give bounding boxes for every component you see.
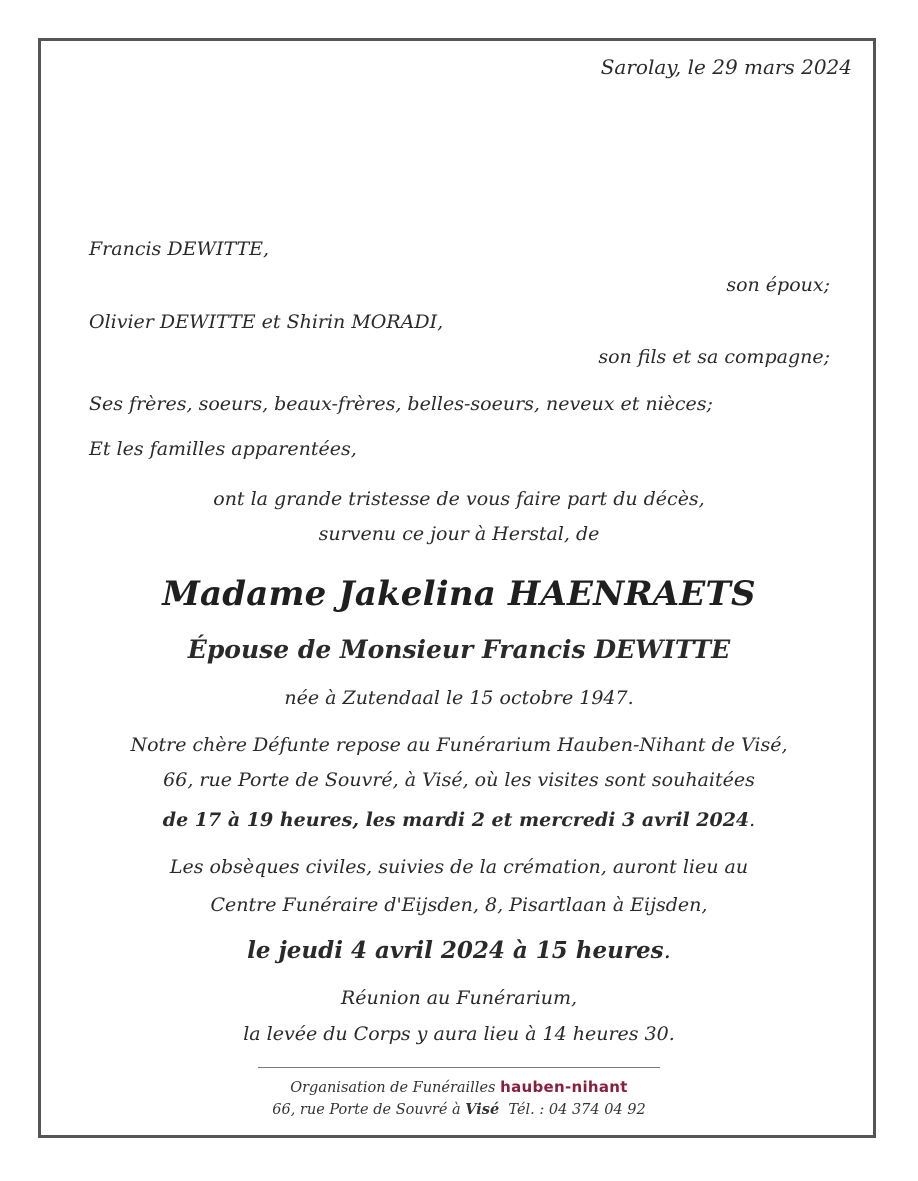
son-role: son fils et sa compagne; [598, 346, 830, 368]
ceremony-date-period: . [663, 938, 671, 964]
visitation-times-period: . [749, 809, 756, 831]
ceremony-line-1: Les obsèques civiles, suivies de la crémation, auront lieu au [169, 856, 749, 878]
footer-divider [258, 1067, 660, 1068]
closing-line-2: la levée du Corps y aura lieu à 14 heures 30. [243, 1023, 675, 1045]
visitation-times-text: de 17 à 19 heures, les mardi 2 et mercredi 3 avril 2024 [162, 809, 750, 831]
families-line: Et les familles apparentées, [89, 438, 357, 460]
closing-line-1: Réunion au Funérarium, [340, 987, 578, 1009]
ceremony-line-2: Centre Funéraire d'Eijsden, 8, Pisartlaan à Eijsden, [210, 894, 708, 916]
footer-org-label: Organisation de Funérailles [290, 1080, 496, 1096]
ceremony-date [0, 937, 918, 965]
deceased-birth: née à Zutendaal le 15 octobre 1947. [284, 687, 634, 709]
spouse-role: son époux; [726, 274, 830, 296]
spouse-name: Francis DEWITTE, [89, 238, 270, 260]
announcement-line-1: ont la grande tristesse de vous faire part du décès, [213, 488, 705, 510]
deceased-name: Madame Jakelina HAENRAETS [162, 574, 756, 614]
son-names: Olivier DEWITTE et Shirin MORADI, [89, 311, 444, 333]
footer-organisation [0, 1078, 918, 1097]
date-line: Sarolay, le 29 mars 2024 [600, 55, 852, 79]
ceremony-date-text: le jeudi 4 avril 2024 à 15 heures [247, 937, 664, 964]
visitation-line-1: Notre chère Défunte repose au Funérarium Hauben-Nihant de Visé, [130, 734, 788, 756]
footer-city: Visé [465, 1101, 500, 1118]
brand-logo: hauben-nihant [500, 1078, 628, 1096]
footer-address [0, 1101, 918, 1119]
footer-address-text: 66, rue Porte de Souvré à [272, 1102, 461, 1118]
visitation-times [0, 808, 918, 832]
deceased-spouse-of: Épouse de Monsieur Francis DEWITTE [187, 635, 731, 664]
siblings-line: Ses frères, soeurs, beaux-frères, belles-soeurs, neveux et nièces; [89, 393, 713, 415]
footer-phone: Tél. : 04 374 04 92 [508, 1102, 646, 1118]
visitation-line-2: 66, rue Porte de Souvré, à Visé, où les visites sont souhaitées [163, 769, 755, 791]
announcement-line-2: survenu ce jour à Herstal, de [318, 523, 600, 545]
